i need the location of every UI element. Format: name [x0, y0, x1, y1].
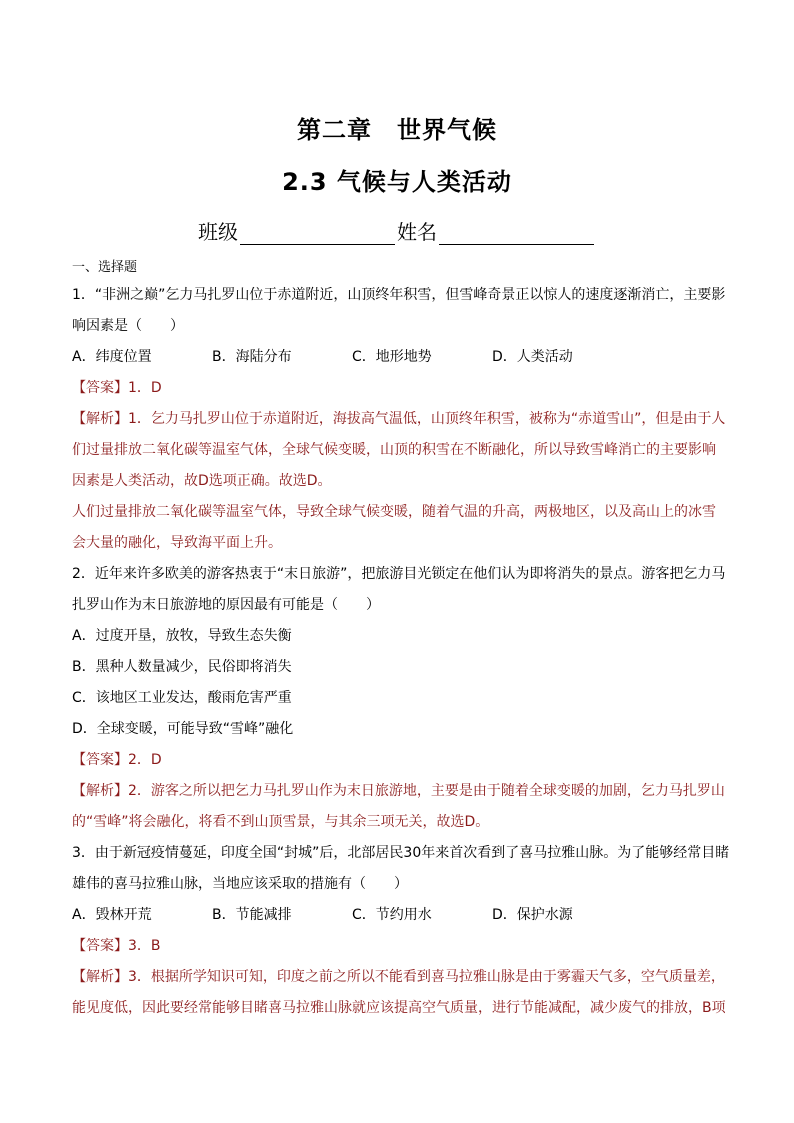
question-3-options [72, 900, 722, 931]
option-d: D．人类活动 [492, 349, 573, 365]
question-1-analysis-line: 因素是人类活动，故D选项正确。故选D。 [72, 473, 332, 489]
class-label: 班级 [198, 220, 238, 244]
option-a: A．毁林开荒 [72, 907, 152, 923]
question-content [72, 256, 730, 1024]
question-1-analysis-line: 会大量的融化，导致海平面上升。 [72, 535, 282, 551]
question-2-analysis-line: 的“雪峰”将会融化，将看不到山顶雪景，与其余三项无关，故选D。 [72, 814, 490, 830]
chapter-title: 第二章 世界气候 [297, 116, 497, 144]
question-3-analysis-line: 能见度低，因此要经常能够目睹喜马拉雅山脉就应该提高空气质量，进行节能减配，减少废气的排放，B项 [72, 1000, 726, 1016]
option-b: B．黑种人数量减少，民俗即将消失 [72, 659, 292, 675]
question-1-analysis-line: 们过量排放二氧化碳等温室气体，全球气候变暖，山顶的积雪在不断融化，所以导致雪峰消亡的主要影响 [72, 442, 716, 458]
question-1-stem-line-2: 响因素是（ ） [72, 318, 184, 334]
option-b: B．节能减排 [212, 907, 292, 923]
option-b: B．海陆分布 [212, 349, 292, 365]
class-blank[interactable] [240, 224, 395, 245]
option-a: A．纬度位置 [72, 349, 152, 365]
question-2-stem-line-1: 2．近年来许多欧美的游客热衷于“末日旅游”，把旅游目光锁定在他们认为即将消失的景点。游客把乞力马 [72, 566, 726, 582]
name-blank[interactable] [439, 224, 594, 245]
question-2-stem-line-2: 扎罗山作为末日旅游地的原因最有可能是（ ） [72, 597, 380, 613]
question-3-stem-line-2: 雄伟的喜马拉雅山脉，当地应该采取的措施有（ ） [72, 876, 408, 892]
option-c: C．地形地势 [352, 349, 432, 365]
question-3-analysis-line: 【解析】3．根据所学知识可知，印度之前之所以不能看到喜马拉雅山脉是由于雾霾天气多，空气质量差， [72, 969, 725, 985]
question-1-answer: 【答案】1．D [72, 380, 162, 396]
question-1-stem-line-1: 1．“非洲之巅”乞力马扎罗山位于赤道附近，山顶终年积雪，但雪峰奇景正以惊人的速度逐渐消亡，主要影 [72, 287, 726, 303]
section-title: 2.3 气候与人类活动 [282, 168, 512, 196]
question-3-answer: 【答案】3．B [72, 938, 161, 954]
option-d: D．保护水源 [492, 907, 573, 923]
question-1-analysis-line: 人们过量排放二氧化碳等温室气体，导致全球气候变暖，随着气温的升高，两极地区，以及高山上的冰雪 [72, 504, 716, 520]
option-c: C．节约用水 [352, 907, 432, 923]
name-label: 姓名 [397, 220, 437, 244]
question-2-answer: 【答案】2．D [72, 752, 162, 768]
section-heading: 一、选择题 [72, 260, 138, 275]
class-name-line [0, 216, 794, 245]
question-1-options [72, 342, 722, 373]
option-d: D．全球变暖，可能导致“雪峰”融化 [72, 721, 294, 737]
question-1-analysis-line: 【解析】1．乞力马扎罗山位于赤道附近，海拔高气温低，山顶终年积雪，被称为“赤道雪山”，但是由于人 [72, 411, 726, 427]
option-a: A．过度开垦，放牧，导致生态失衡 [72, 628, 292, 644]
question-3-stem-line-1: 3．由于新冠疫情蔓延，印度全国“封城”后，北部居民30年来首次看到了喜马拉雅山脉。为了能够经常目睹 [72, 845, 730, 861]
option-c: C．该地区工业发达，酸雨危害严重 [72, 690, 292, 706]
question-2-analysis-line: 【解析】2．游客之所以把乞力马扎罗山作为末日旅游地，主要是由于随着全球变暖的加剧，乞力马扎罗山 [72, 783, 725, 799]
